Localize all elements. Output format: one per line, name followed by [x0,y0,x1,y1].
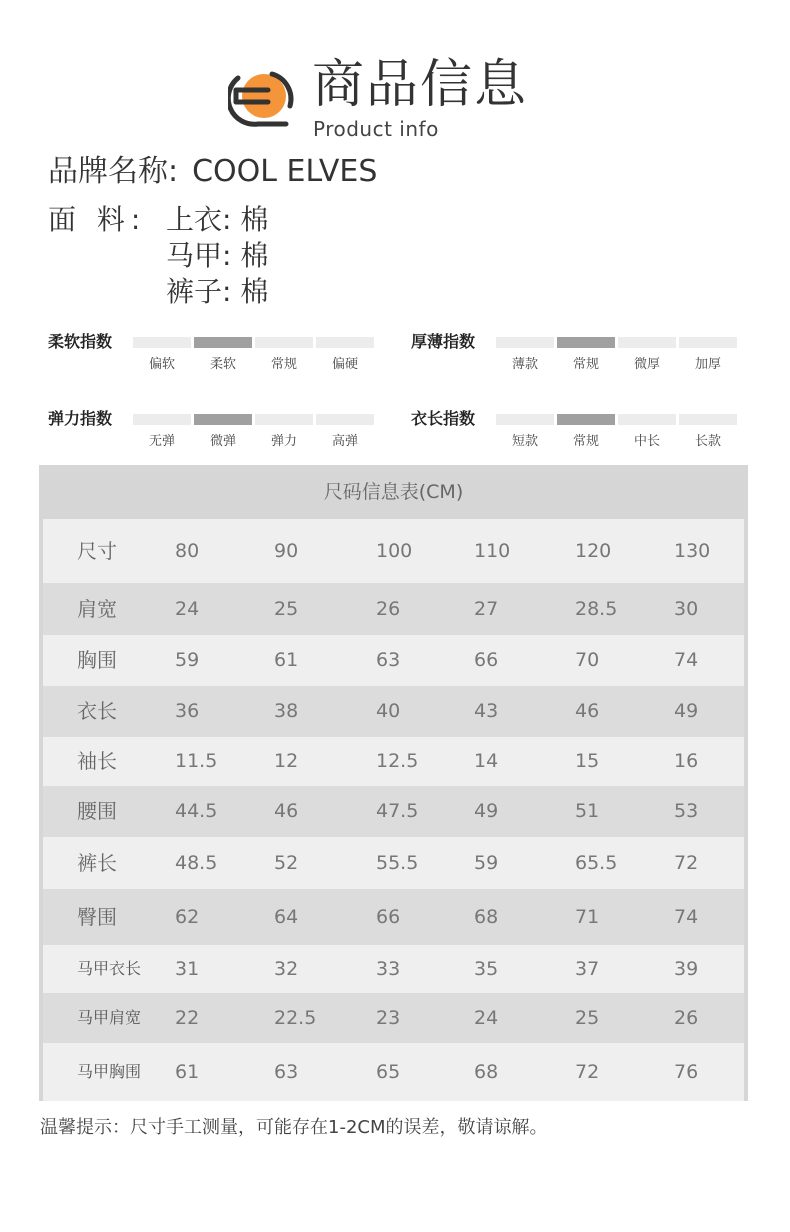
table-cell: 49 [674,700,699,722]
table-cell: 27 [474,598,499,620]
table-cell: 39 [674,958,699,980]
index-segment [133,337,191,348]
index-scale-labels [133,353,375,371]
table-cell: 53 [674,800,699,822]
table-cell: 66 [376,906,401,928]
table-cell: 100 [376,540,413,562]
size-table-title: 尺码信息表(CM) [323,481,464,503]
table-cell: 62 [175,906,200,928]
index-option-label: 常规 [572,357,599,372]
table-cell: 33 [376,958,401,980]
table-cell: 120 [575,540,612,562]
table-cell: 40 [376,700,401,722]
index-segment-selected [557,414,615,425]
table-cell: 61 [175,1061,200,1083]
table-row [43,889,744,945]
table-cell: 51 [575,800,600,822]
index-option-label: 微弹 [209,434,236,449]
page-subtitle: Product info [313,117,439,141]
table-cell: 25 [274,598,299,620]
index-label: 衣长指数 [411,409,476,428]
table-cell: 46 [575,700,600,722]
index-option-label: 柔软 [209,357,236,372]
index-option-label: 偏软 [148,357,175,372]
table-cell: 74 [674,649,699,671]
table-cell: 72 [575,1061,600,1083]
index-option-label: 无弹 [148,434,175,449]
table-row-label: 腰围 [77,799,117,823]
table-row-label: 马甲胸围 [77,1062,142,1081]
index-option-label: 常规 [572,434,599,449]
table-cell: 36 [175,700,200,722]
table-row [43,519,744,583]
table-row-label: 臀围 [77,905,117,929]
table-row [43,993,744,1043]
table-cell: 49 [474,800,499,822]
table-cell: 26 [376,598,401,620]
index-scale [496,337,738,349]
table-cell: 26 [674,1007,699,1029]
fabric-item-top: 上衣: 棉 [166,203,269,236]
table-row-label: 胸围 [77,648,117,672]
table-cell: 59 [474,852,499,874]
table-row [43,737,744,786]
table-cell: 24 [175,598,200,620]
table-cell: 63 [376,649,401,671]
index-segment [679,414,737,425]
index-scale [133,337,375,349]
size-table [39,465,748,1101]
index-option-label: 加厚 [694,357,721,372]
index-option-label: 弹力 [270,434,297,449]
table-row [43,686,744,737]
table-cell: 32 [274,958,299,980]
table-row-label: 肩宽 [77,597,117,621]
table-cell: 130 [674,540,711,562]
table-cell: 47.5 [376,800,419,822]
table-cell: 48.5 [175,852,218,874]
table-cell: 35 [474,958,499,980]
table-cell: 110 [474,540,511,562]
table-cell: 44.5 [175,800,218,822]
index-scale-labels [496,430,738,448]
table-cell: 22 [175,1007,200,1029]
index-block [411,331,751,371]
table-row-label: 袖长 [77,749,117,773]
index-segment [316,414,374,425]
table-row-label: 裤长 [77,851,117,875]
table-cell: 25 [575,1007,600,1029]
table-row [43,1043,744,1101]
fabric-label: 面 料: [48,203,147,236]
index-segment [316,337,374,348]
table-cell: 55.5 [376,852,419,874]
index-option-label: 常规 [270,357,297,372]
brand-value: COOL ELVES [192,154,378,189]
table-cell: 59 [175,649,200,671]
table-row-label: 衣长 [77,699,117,723]
table-cell: 16 [674,750,699,772]
fabric-item-vest: 马甲: 棉 [166,239,269,272]
index-segment-selected [194,414,252,425]
table-cell: 72 [674,852,699,874]
table-cell: 46 [274,800,299,822]
index-option-label: 偏硬 [331,357,358,372]
index-option-label: 中长 [633,434,660,449]
table-row [43,583,744,635]
index-scale-labels [133,430,375,448]
index-segment [618,414,676,425]
table-cell: 24 [474,1007,499,1029]
table-row [43,786,744,837]
table-cell: 68 [474,1061,499,1083]
table-cell: 11.5 [175,750,218,772]
index-block [411,408,751,448]
table-cell: 80 [175,540,200,562]
index-scale [496,414,738,426]
size-footnote: 温馨提示：尺寸手工测量，可能存在1-2CM的误差，敬请谅解。 [40,1117,548,1138]
index-segment [496,414,554,425]
table-cell: 37 [575,958,600,980]
table-cell: 38 [274,700,299,722]
table-cell: 30 [674,598,699,620]
table-row [43,945,744,993]
table-cell: 65 [376,1061,401,1083]
index-option-label: 长款 [694,434,721,449]
index-segment-selected [557,337,615,348]
table-cell: 12.5 [376,750,419,772]
table-row-label: 尺寸 [77,539,117,563]
index-segment [496,337,554,348]
index-scale [133,414,375,426]
table-cell: 43 [474,700,499,722]
table-cell: 28.5 [575,598,618,620]
table-row-label: 马甲衣长 [77,959,142,978]
table-cell: 71 [575,906,600,928]
brand-label: 品牌名称: [48,154,179,189]
index-segment [679,337,737,348]
index-block [48,408,388,448]
fabric-item-pants: 裤子: 棉 [166,275,269,308]
table-row [43,837,744,889]
index-segment-selected [194,337,252,348]
index-label: 柔软指数 [48,332,113,351]
table-cell: 22.5 [274,1007,317,1029]
table-cell: 31 [175,958,200,980]
table-cell: 76 [674,1061,699,1083]
index-option-label: 高弹 [331,434,358,449]
table-cell: 64 [274,906,299,928]
table-row [43,635,744,686]
index-block [48,331,388,371]
fabric-list [166,202,268,310]
table-cell: 61 [274,649,299,671]
table-cell: 70 [575,649,600,671]
product-info-header [0,0,790,150]
table-cell: 63 [274,1061,299,1083]
table-cell: 23 [376,1007,401,1029]
page-title: 商品信息 [312,55,529,115]
table-cell: 15 [575,750,600,772]
table-cell: 65.5 [575,852,618,874]
index-option-label: 短款 [511,434,538,449]
table-cell: 52 [274,852,299,874]
index-label: 厚薄指数 [411,332,476,351]
index-option-label: 微厚 [633,357,660,372]
index-segment [255,414,313,425]
index-option-label: 薄款 [511,357,538,372]
table-row-label: 马甲肩宽 [77,1008,142,1027]
index-segment [618,337,676,348]
table-cell: 74 [674,906,699,928]
table-cell: 66 [474,649,499,671]
index-scale-labels [496,353,738,371]
table-cell: 68 [474,906,499,928]
brand-line [48,152,377,192]
index-segment [255,337,313,348]
index-label: 弹力指数 [48,409,113,428]
menu-circle-icon [228,66,298,130]
table-cell: 12 [274,750,299,772]
table-cell: 14 [474,750,499,772]
table-cell: 90 [274,540,299,562]
index-segment [133,414,191,425]
